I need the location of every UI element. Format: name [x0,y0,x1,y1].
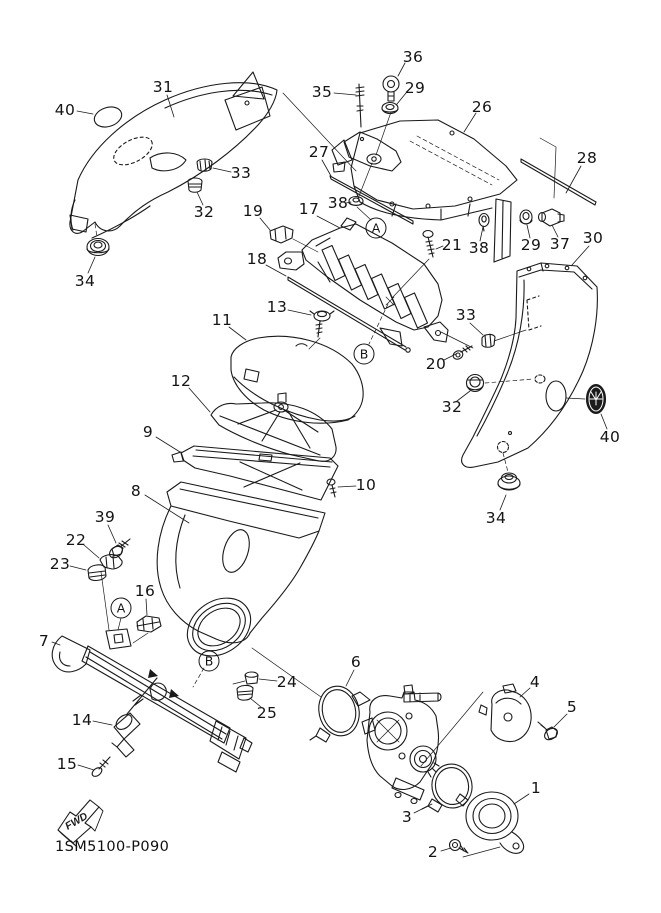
callout-20: 20 [425,355,447,373]
cap-24 [245,672,258,684]
callout-16: 16 [134,582,156,600]
air-cleaner-cover-11 [231,336,363,423]
air-cleaner-case-8 [157,482,325,668]
callout-12: 12 [170,372,192,390]
callout-27: 27 [308,143,330,161]
cover-4 [479,684,531,742]
hose-clamp-3 [422,761,476,812]
screw-15 [91,757,110,778]
callout-4: 4 [529,673,541,691]
callout-31: 31 [152,78,174,96]
leader-lines [49,63,607,851]
callout-10: 10 [355,476,377,494]
callout-15: 15 [56,755,78,773]
grommet-23 [88,565,106,581]
callout-29: 29 [520,236,542,254]
intake-joint-1 [456,792,524,853]
bolt-2 [450,840,469,854]
callout-26: 26 [471,98,493,116]
screw-20 [452,346,472,361]
callout-34: 34 [74,272,96,290]
filter-element-9 [172,446,338,500]
fwd-label: FWD [63,810,90,833]
callout-13: 13 [266,298,288,316]
callout-29: 29 [404,79,426,97]
reference-marker-B: B [354,344,375,365]
screw-10 [327,479,336,497]
callout-23: 23 [49,555,71,573]
washer-38-right [479,214,489,232]
callout-40: 40 [599,428,621,446]
top-cover-panel [332,120,517,262]
screw-21 [423,231,434,258]
sensor-bolt-37 [539,209,565,226]
grommet-25 [237,685,253,700]
emblem-oval-left [92,104,125,131]
callout-22: 22 [65,531,87,549]
grommet-34-right [498,473,520,490]
callout-21: 21 [441,236,463,254]
callout-24: 24 [276,673,298,691]
throttle-body [352,685,441,804]
callout-1: 1 [530,779,542,797]
callout-3: 3 [401,808,413,826]
grommet-34-left [87,239,109,256]
callout-40: 40 [54,101,76,119]
rod-28 [521,159,596,205]
callout-19: 19 [242,202,264,220]
callout-5: 5 [566,698,578,716]
yamaha-emblem-40 [587,385,606,414]
callout-30: 30 [582,229,604,247]
callout-32: 32 [441,398,463,416]
callout-38: 38 [327,194,349,212]
clip-19 [270,226,293,243]
collar-29-right [520,210,532,224]
element-frame-12 [211,393,336,461]
clip-33-top [197,159,212,171]
nut-29-top [382,103,398,114]
bracket-16 [137,616,161,632]
seal-strip-27 [327,176,413,224]
reference-marker-A: A [366,218,387,239]
callout-2: 2 [427,843,439,861]
hose-clamp-6 [310,682,364,742]
catalog-part-number: 1SM5100-P090 [55,839,170,855]
callout-25: 25 [256,704,278,722]
air-scoop-left [70,72,277,238]
callout-36: 36 [402,48,424,66]
callout-34: 34 [485,509,507,527]
screw-35 [356,84,364,127]
frame-bracket-7 [52,629,252,772]
clip-33-right [482,334,495,347]
callout-14: 14 [71,711,93,729]
callout-33: 33 [230,164,252,182]
reference-marker-B: B [199,651,220,672]
callout-9: 9 [142,423,154,441]
callout-18: 18 [246,250,268,268]
callout-7: 7 [38,632,50,650]
callout-37: 37 [549,235,571,253]
rod-18 [288,277,410,352]
callout-39: 39 [94,508,116,526]
callout-6: 6 [350,653,362,671]
callout-17: 17 [298,200,320,218]
nut-38-left [349,197,363,206]
air-duct-right-30 [462,263,598,467]
callout-32: 32 [193,203,215,221]
grille-frame-17 [278,218,448,346]
callout-38: 38 [468,239,490,257]
bolt-36 [383,76,399,101]
callout-33: 33 [455,306,477,324]
reference-marker-A: A [111,598,132,619]
bolt-13 [310,311,334,337]
callout-28: 28 [576,149,598,167]
callout-11: 11 [211,311,233,329]
callout-35: 35 [311,83,333,101]
callout-8: 8 [130,482,142,500]
